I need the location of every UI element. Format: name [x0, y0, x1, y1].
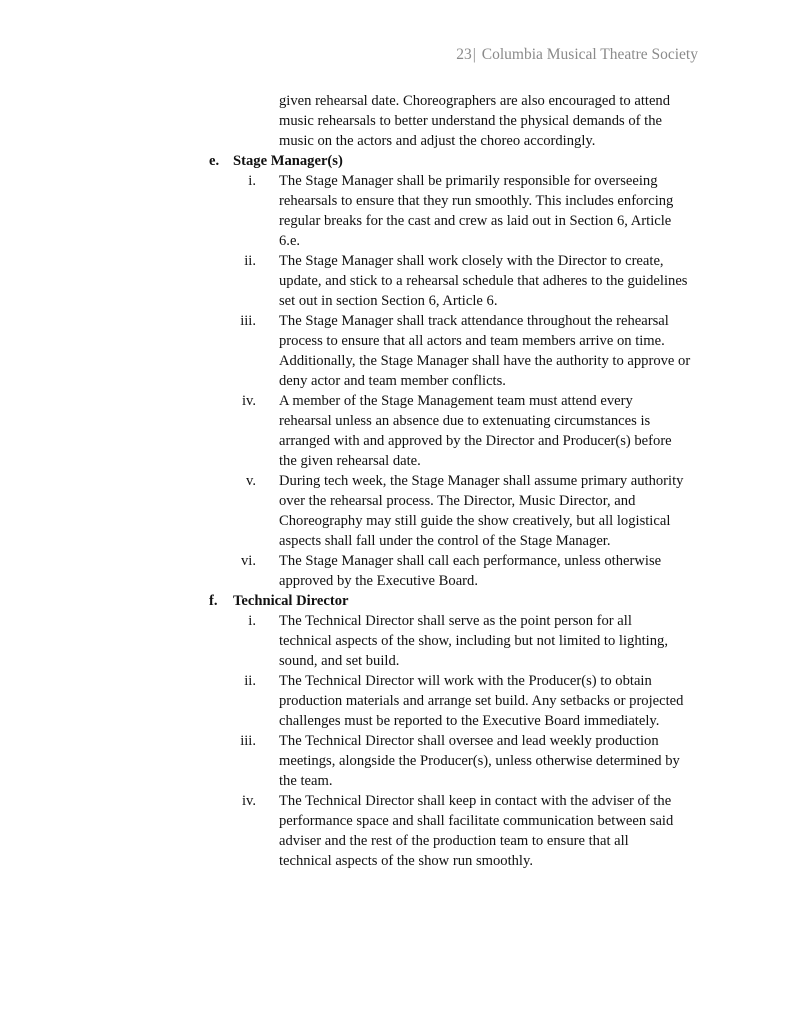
text-line: The Stage Manager shall work closely with the Director to create, [279, 253, 664, 269]
text-line: meetings, alongside the Producer(s), unless otherwise determined by [279, 753, 680, 769]
continuation-paragraph [279, 91, 709, 151]
item-text [279, 251, 709, 311]
text-line: production materials and arrange set build. Any setbacks or projected [279, 693, 684, 709]
item-numeral: vi. [241, 553, 256, 569]
section-technical-director [0, 591, 791, 871]
section-letter: f. [209, 593, 218, 609]
section-heading [0, 591, 791, 611]
list-item [0, 611, 791, 671]
text-line: over the rehearsal process. The Director, Music Director, and [279, 493, 636, 509]
text-line: performance space and shall facilitate communication between said [279, 813, 674, 829]
section-letter: e. [209, 153, 220, 169]
text-line: The Stage Manager shall track attendance throughout the rehearsal [279, 313, 669, 329]
section-heading [0, 151, 791, 171]
item-text [279, 551, 709, 591]
page-header [456, 46, 698, 64]
header-title: Columbia Musical Theatre Society [481, 46, 698, 63]
text-line: music on the actors and adjust the choreo accordingly. [279, 133, 596, 149]
list-item [0, 551, 791, 591]
text-line: approved by the Executive Board. [279, 573, 478, 589]
text-line: rehearsal unless an absence due to extenuating circumstances is [279, 413, 651, 429]
item-numeral: v. [246, 473, 256, 489]
text-line: The Stage Manager shall call each performance, unless otherwise [279, 553, 662, 569]
text-line: deny actor and team member conflicts. [279, 373, 506, 389]
list-item [0, 731, 791, 791]
section-title: Stage Manager(s) [233, 153, 343, 169]
list-item [0, 171, 791, 251]
item-numeral: ii. [244, 673, 256, 689]
text-line: process to ensure that all actors and team members arrive on time. [279, 333, 665, 349]
text-line: technical aspects of the show, including but not limited to lighting, [279, 633, 668, 649]
text-line: sound, and set build. [279, 653, 400, 669]
text-line: rehearsals to ensure that they run smoothly. This includes enforcing [279, 193, 674, 209]
item-numeral: iv. [241, 793, 256, 809]
list-item [0, 671, 791, 731]
item-numeral: i. [248, 173, 256, 189]
text-line: set out in section Section 6, Article 6. [279, 293, 498, 309]
text-line: The Technical Director shall serve as the point person for all [279, 613, 632, 629]
item-numeral: iv. [241, 393, 256, 409]
text-line: given rehearsal date. Choreographers are also encouraged to attend [279, 93, 671, 109]
list-item [0, 471, 791, 551]
text-line: Additionally, the Stage Manager shall have the authority to approve or [279, 353, 691, 369]
text-line: the team. [279, 773, 333, 789]
list-item [0, 251, 791, 311]
item-text [279, 731, 709, 791]
page-content [0, 91, 791, 871]
section-stage-manager [0, 151, 791, 591]
item-numeral: iii. [240, 733, 256, 749]
text-line: technical aspects of the show run smoothly. [279, 853, 533, 869]
text-line: the given rehearsal date. [279, 453, 421, 469]
item-text [279, 171, 709, 251]
text-line: adviser and the rest of the production team to ensure that all [279, 833, 629, 849]
text-line: music rehearsals to better understand the physical demands of the [279, 113, 662, 129]
list-item [0, 311, 791, 391]
list-item [0, 791, 791, 871]
text-line: A member of the Stage Management team must attend every [279, 393, 633, 409]
text-line: Choreography may still guide the show creatively, but all logistical [279, 513, 671, 529]
text-line: The Technical Director shall oversee and lead weekly production [279, 733, 659, 749]
header-separator: | [472, 46, 476, 63]
item-numeral: i. [248, 613, 256, 629]
item-text [279, 791, 709, 871]
item-text [279, 311, 709, 391]
section-title: Technical Director [233, 593, 349, 609]
text-line: The Technical Director shall keep in contact with the adviser of the [279, 793, 672, 809]
text-line: regular breaks for the cast and crew as laid out in Section 6, Article [279, 213, 672, 229]
text-line: The Technical Director will work with the Producer(s) to obtain [279, 673, 652, 689]
list-item [0, 391, 791, 471]
item-numeral: ii. [244, 253, 256, 269]
item-text [279, 671, 709, 731]
text-line: aspects shall fall under the control of the Stage Manager. [279, 533, 611, 549]
text-line: arranged with and approved by the Director and Producer(s) before [279, 433, 672, 449]
text-line: The Stage Manager shall be primarily responsible for overseeing [279, 173, 658, 189]
page-number: 23 [456, 46, 472, 63]
text-line: 6.e. [279, 233, 301, 249]
text-line: update, and stick to a rehearsal schedule that adheres to the guidelines [279, 273, 688, 289]
text-line: challenges must be reported to the Executive Board immediately. [279, 713, 660, 729]
item-text [279, 391, 709, 471]
item-text [279, 471, 709, 551]
item-text [279, 611, 709, 671]
item-numeral: iii. [240, 313, 256, 329]
text-line: During tech week, the Stage Manager shall assume primary authority [279, 473, 684, 489]
